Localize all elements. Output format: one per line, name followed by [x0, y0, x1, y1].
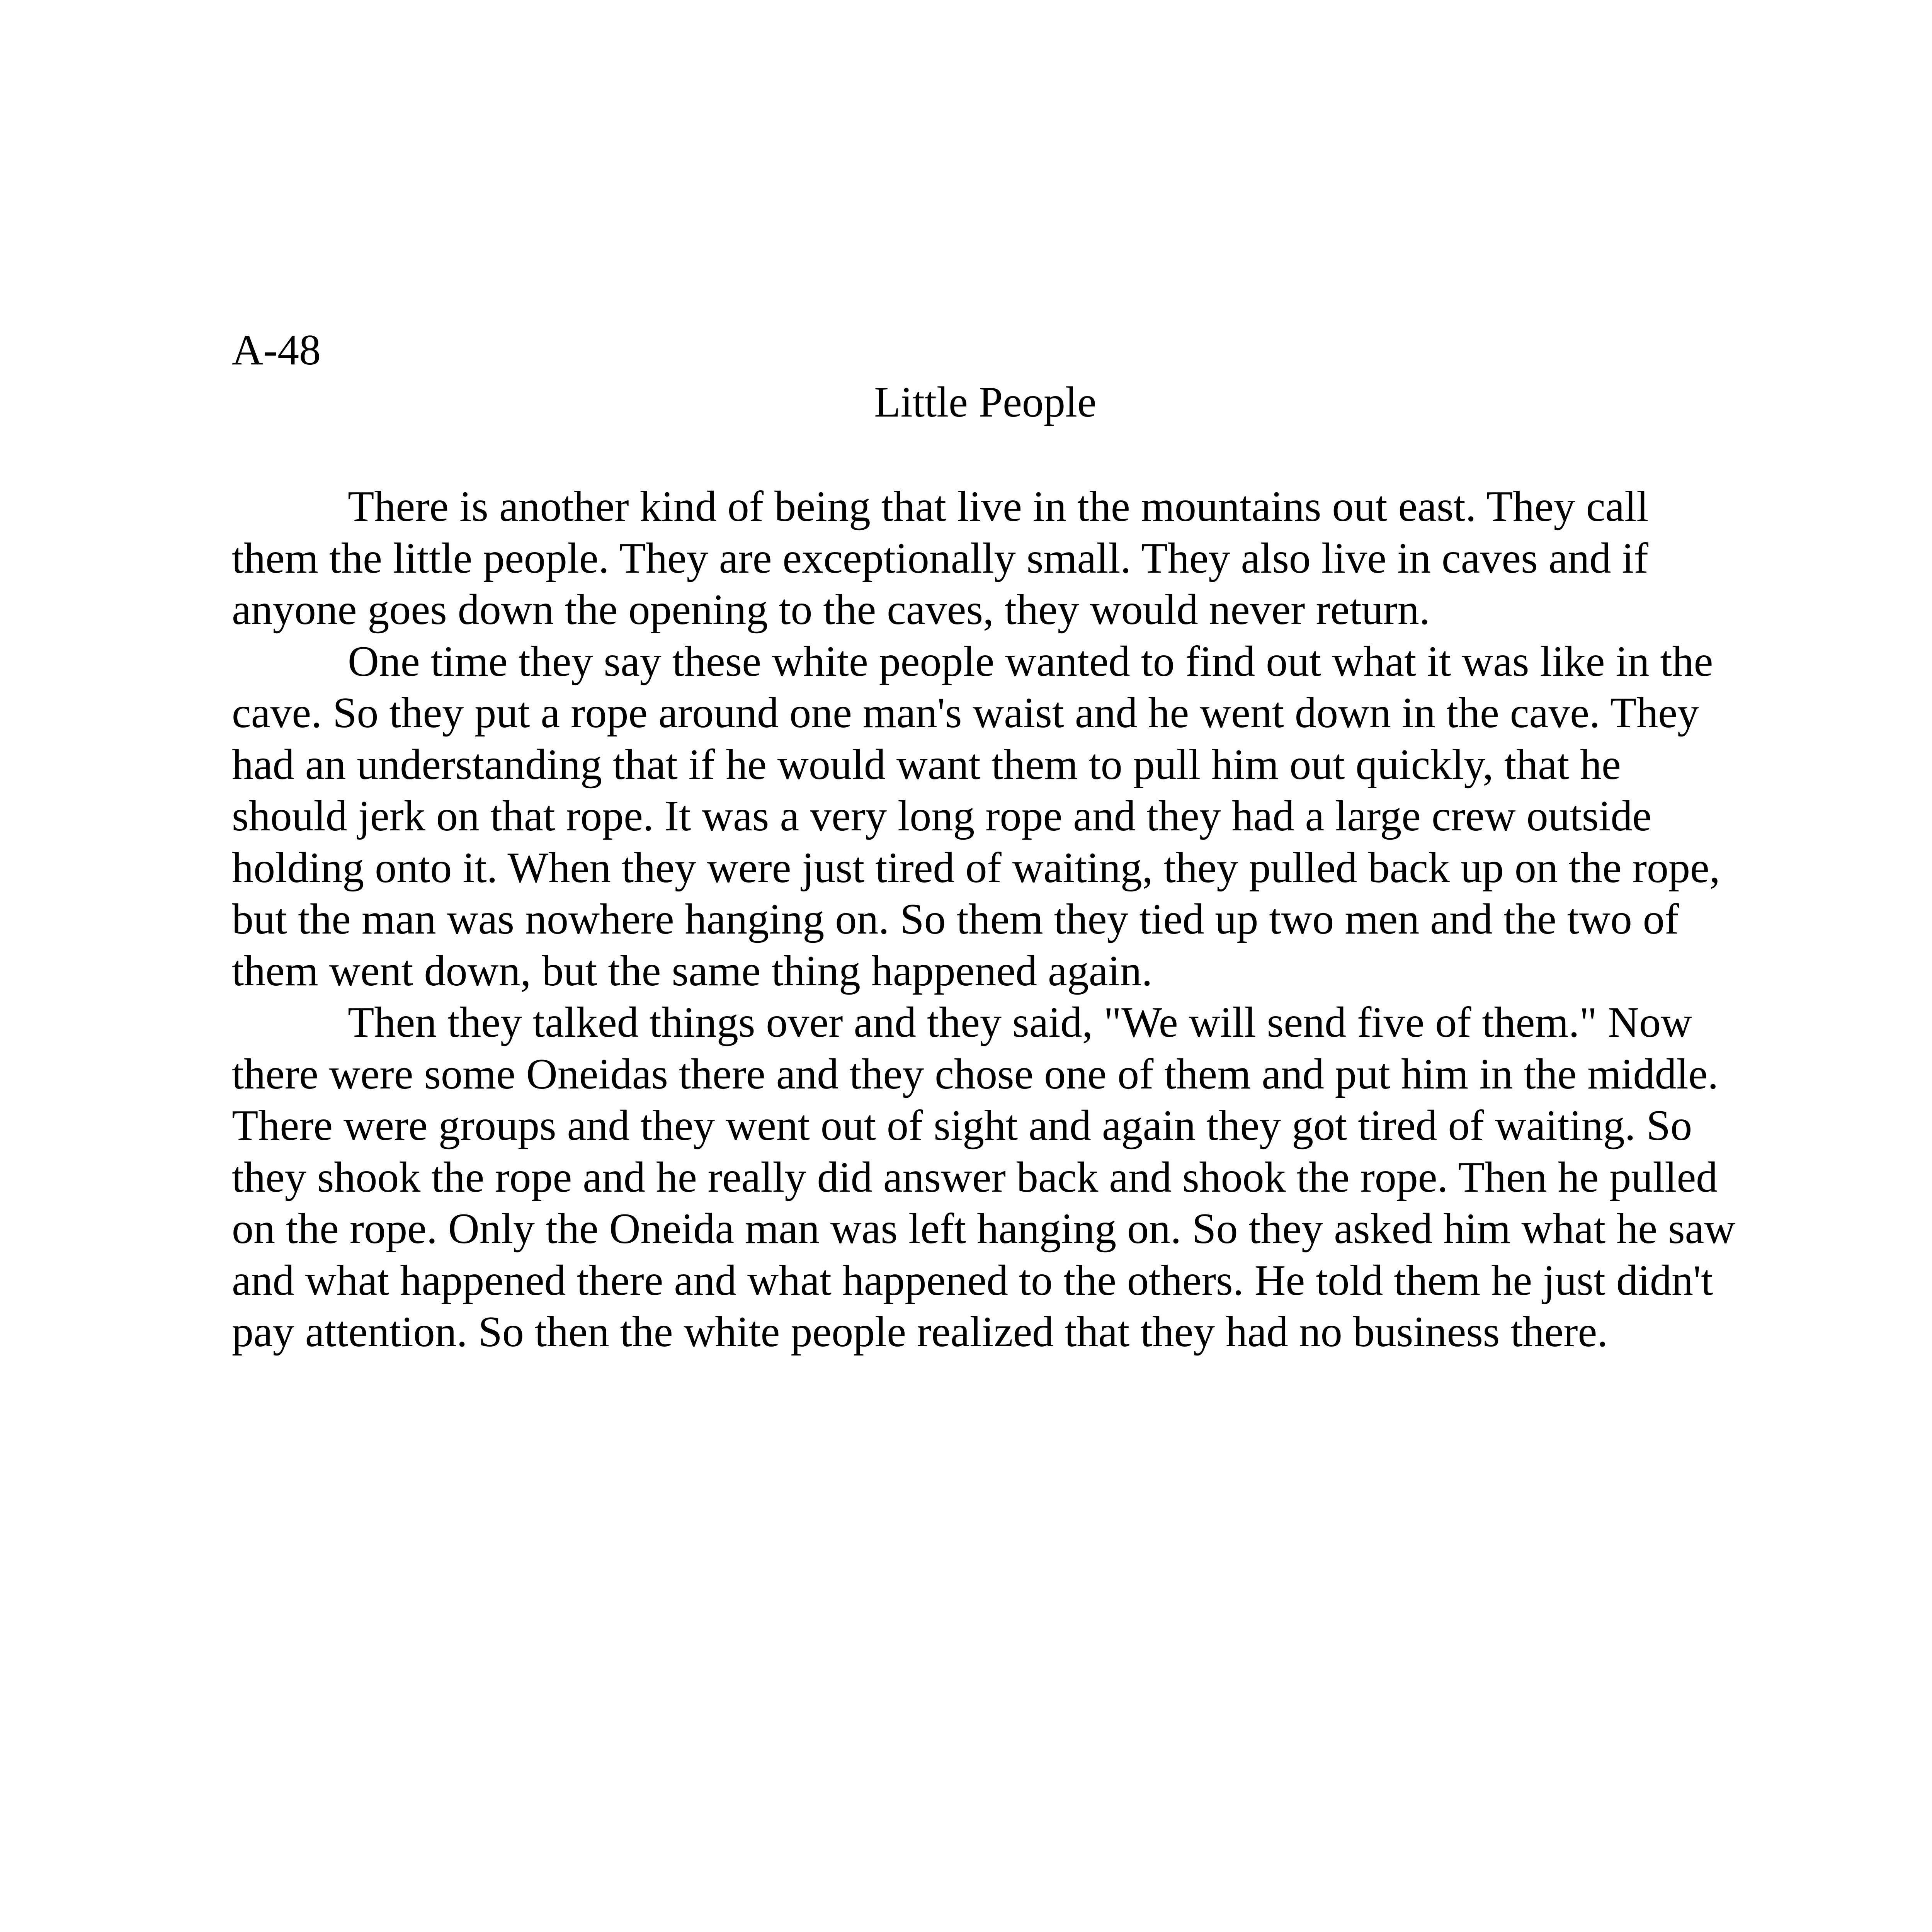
page-number: A-48 — [232, 326, 321, 374]
page-title: Little People — [874, 378, 1097, 426]
paragraph-3: Then they talked things over and they said, "We will send five of them." Now there were some Oneidas there and they chose one of them and put him in the middle. There were groups and they went out of sight and again they got tired of waiting. So they shook the rope and he really did answer back and shook the rope. Then he pulled on the rope. Only the Oneida man was left hanging on. So they asked him what he saw and what happened there and what happened to the others. He told them he just didn't pay attention. So then the white people realized that they had no business there. — [232, 998, 1736, 1356]
paragraph-2: One time they say these white people wanted to find out what it was like in the cave. So they put a rope around one man's waist and he went down in the cave. They had an understanding that if he would want them to pull him out quickly, that he should jerk on that rope. It was a very long rope and they had a large crew outside holding onto it. When they were just tired of waiting, they pulled back up on the rope, but the man was nowhere hanging on. So them they tied up two men and the two of them went down, but the same thing happened again. — [232, 637, 1720, 995]
paragraph-1: There is another kind of being that live in the mountains out east. They call them the little people. They are exceptionally small. They also live in caves and if anyone goes down the opening to the caves, they would never return. — [232, 483, 1649, 634]
body-text — [232, 481, 1739, 1358]
